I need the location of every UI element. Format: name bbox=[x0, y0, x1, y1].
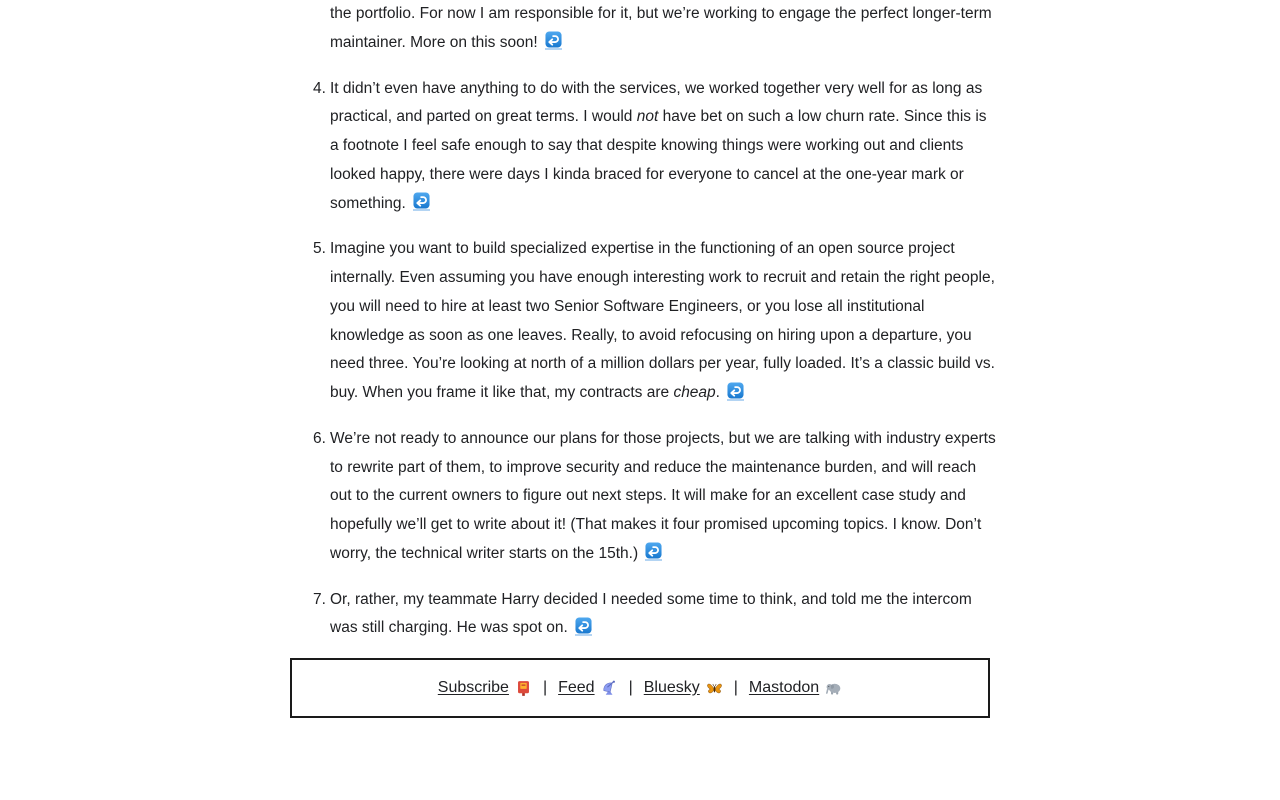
footer-links-box bbox=[290, 658, 990, 718]
return-arrow-emoji bbox=[727, 382, 744, 399]
butterfly-emoji bbox=[706, 680, 723, 697]
footnotes-list bbox=[313, 75, 996, 644]
return-arrow-emoji bbox=[645, 542, 662, 559]
footnotes-section bbox=[313, 0, 996, 643]
footnote-item-6 bbox=[313, 425, 996, 569]
elephant-emoji bbox=[825, 680, 842, 697]
return-arrow-emoji bbox=[545, 31, 562, 48]
mastodon-link[interactable] bbox=[749, 674, 842, 703]
footnote-backref-link[interactable] bbox=[575, 617, 592, 636]
text-run: It didn’t even have anything to do with the services, we worked together very well for as long as practical, and parted on great terms. I would bbox=[330, 79, 983, 126]
footnote-item-5 bbox=[313, 235, 996, 408]
footnote-backref-link[interactable] bbox=[413, 192, 430, 211]
feed-link-label: Feed bbox=[558, 678, 595, 696]
footnote-number: 7. bbox=[313, 590, 326, 608]
italic-text: not bbox=[636, 108, 659, 126]
text-run: . bbox=[715, 384, 725, 401]
return-arrow-emoji bbox=[413, 192, 430, 209]
footnote-number: 4. bbox=[313, 79, 326, 97]
footnote-text bbox=[330, 591, 972, 637]
subscribe-link-label: Subscribe bbox=[437, 678, 509, 696]
footer-separator: | bbox=[733, 678, 738, 696]
footnote-3-continuation-text bbox=[330, 0, 996, 58]
footnote-backref-link[interactable] bbox=[545, 31, 562, 50]
footnote-backref-link[interactable] bbox=[645, 542, 662, 561]
feed-link[interactable] bbox=[558, 674, 617, 703]
subscribe-link[interactable] bbox=[438, 674, 532, 703]
text-run: Or, rather, my teammate Harry decided I needed some time to think, and told me the intercom was still charging. He was spot on. bbox=[330, 590, 972, 637]
satellite-antenna-emoji bbox=[601, 680, 618, 697]
footnote-text bbox=[330, 240, 995, 401]
bluesky-link[interactable] bbox=[644, 674, 723, 703]
footnote-item-4 bbox=[313, 75, 996, 219]
text-run: Imagine you want to build specialized expertise in the functioning of an open source project internally. Even assuming you have enough interesting work to recruit and retain the right people, you will need to hire at least two Senior Software Engineers, or you lose all institutional knowledge as soon as one leaves. Really, to avoid refocusing on hiring upon a departure, you need three. You’re looking at north of a million dollars per year, fully loaded. It’s a classic build vs. buy. When you frame it like that, my contracts are bbox=[330, 240, 995, 401]
italic-text: cheap bbox=[673, 384, 716, 401]
footnote-number: 6. bbox=[313, 429, 326, 447]
text-run: the portfolio. For now I am responsible for it, but we’re working to engage the perfect longer-term maintainer. More on this soon! bbox=[330, 5, 992, 51]
footer-nav bbox=[438, 674, 842, 703]
footnote-number: 5. bbox=[313, 240, 326, 258]
footnote-backref-link[interactable] bbox=[727, 382, 744, 401]
text-run: We’re not ready to announce our plans for those projects, but we are talking with industry experts to rewrite part of them, to improve security and reduce the maintenance burden, and will reach out to the current owners to figure out next steps. It will make for an excellent case study and hopefully we’ll get to write about it! (That makes it four promised upcoming topics. I know. Don’t worry, the technical writer starts on the 15th.) bbox=[330, 429, 996, 562]
footer-separator: | bbox=[628, 678, 633, 696]
mastodon-link-label: Mastodon bbox=[748, 678, 820, 696]
text-run: have bet on such a low churn rate. Since this is a footnote I feel safe enough to say that despite knowing things were working out and clients looked happy, there were days I kinda braced for everyone to cancel at the one-year mark or something. bbox=[330, 108, 987, 212]
footnote-item-7 bbox=[313, 586, 996, 644]
postbox-emoji bbox=[515, 680, 532, 697]
return-arrow-emoji bbox=[575, 617, 592, 634]
footnote-text bbox=[330, 80, 987, 212]
footer-separator: | bbox=[542, 678, 548, 696]
footnote-text bbox=[330, 430, 996, 562]
bluesky-link-label: Bluesky bbox=[643, 678, 700, 696]
